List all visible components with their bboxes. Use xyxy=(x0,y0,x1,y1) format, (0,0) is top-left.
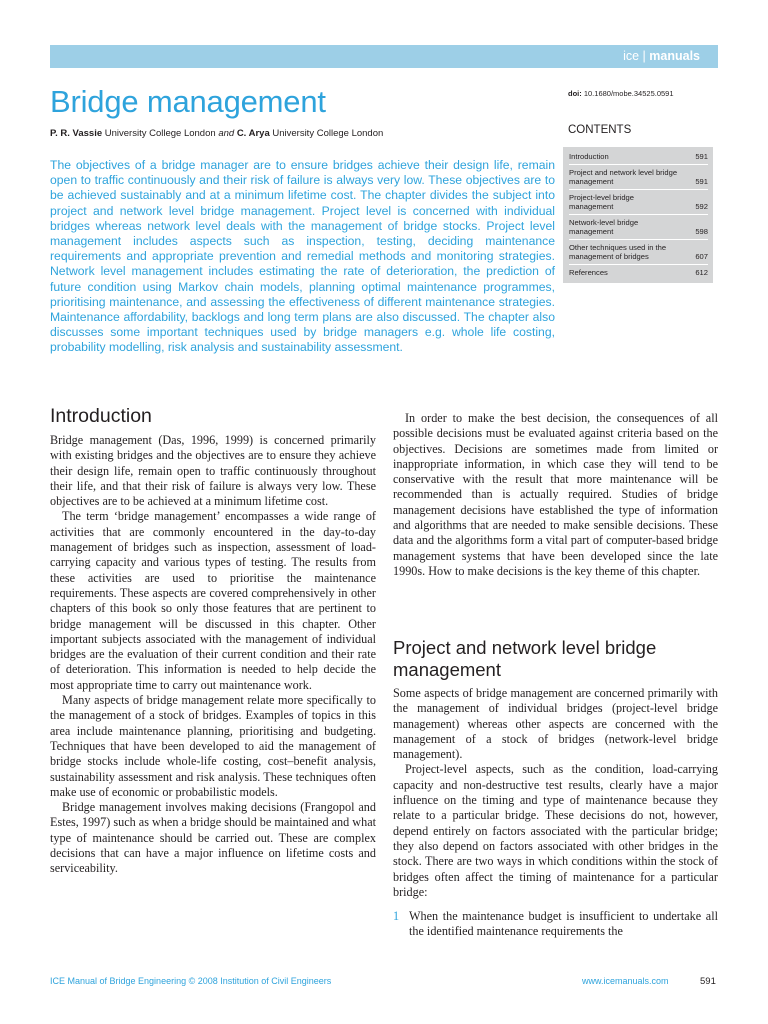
toc-page: 592 xyxy=(695,202,708,211)
list-item xyxy=(393,909,718,940)
introduction-heading: Introduction xyxy=(50,405,152,427)
toc-label: Project and network level bridge management xyxy=(569,168,678,186)
author-1: P. R. Vassie xyxy=(50,128,103,139)
doi-label: doi: xyxy=(568,89,582,98)
toc-item-references[interactable] xyxy=(569,265,708,280)
paragraph: Bridge management involves making decisions (Frangopol and Estes, 1997) such as when a bridge should be maintained and what type of maintenance should be carried out. These are complex decisions that can have a major influence on lifetime costs and serviceability. xyxy=(50,800,376,876)
authors-line xyxy=(50,128,383,139)
toc-label: Network-level bridge management xyxy=(569,218,639,236)
footer-copyright: ICE Manual of Bridge Engineering © 2008 Institution of Civil Engineers xyxy=(50,976,332,986)
affiliation-2: University College London xyxy=(272,128,384,139)
paragraph: In order to make the best decision, the consequences of all possible decisions must be evaluated against criteria based on the objectives. Decisions are sometimes made from limited or inappropriate information, in which case they will tend to be conservative with the result that more maintenance will be recommended than is actually required. Studies of bridge management decisions have established the type of information and algorithms that are needed to make sensible decisions. These data and the algorithms form a vital part of computer-based bridge management systems that have been developed since the late 1990s. How to make decisions is the key theme of this chapter. xyxy=(393,411,718,578)
doi xyxy=(568,89,674,98)
affiliation-1: University College London xyxy=(104,128,216,139)
right-column-bottom xyxy=(393,686,718,940)
author-2: C. Arya xyxy=(236,128,270,139)
project-network-heading: Project and network level bridge management xyxy=(393,637,657,680)
abstract: The objectives of a bridge manager are to ensure bridges achieve their design life, remain open to traffic continuously and their risk of failure is always very low. These objectives are to be achieved sustainably and at a minimum lifetime cost. The chapter divides the subject into project and network level bridge management. Project level is concerned with individual bridges whereas network level deals with the management of bridge stocks. Project level management includes aspects such as inspection, testing, deciding maintenance requirements and appropriate prevention and remedial methods and monitoring strategies. Network level management includes estimating the rate of deterioration, the prediction of future condition using Markov chain models, planning optimal maintenance programmes, prioritising maintenance, and assessing the effectiveness of different maintenance strategies. Maintenance affordability, backlogs and long term plans are also discussed. The chapter also discusses some important techniques used by bridge managers e.g. whole life costing, probability modelling, risk analysis and sustainability assessment. xyxy=(50,158,555,355)
page-number: 591 xyxy=(700,976,716,987)
toc-item-other-techniques[interactable] xyxy=(569,240,708,265)
ice-manuals-logo xyxy=(623,49,700,63)
footer-url[interactable]: www.icemanuals.com xyxy=(582,976,669,986)
toc-item-project-network[interactable] xyxy=(569,165,708,190)
contents-heading: CONTENTS xyxy=(568,124,632,136)
brand-manuals: manuals xyxy=(649,49,700,63)
toc-page: 591 xyxy=(695,152,708,161)
brand-separator: | xyxy=(642,49,646,63)
doi-link[interactable]: 10.1680/mobe.34525.0591 xyxy=(583,89,674,98)
toc-item-network-level[interactable] xyxy=(569,215,708,240)
toc-page: 591 xyxy=(695,177,708,186)
table-of-contents xyxy=(563,147,713,283)
toc-label: References xyxy=(569,268,608,277)
brand-ice: ice xyxy=(623,49,640,63)
left-column xyxy=(50,433,376,877)
paragraph: Bridge management (Das, 1996, 1999) is concerned primarily with existing bridges and the objectives are to ensure they achieve their design life, remain open to traffic continuously throughout their life, and that their risk of failure is always very low. These objectives are to be achieved at a minimum lifetime cost. xyxy=(50,433,376,509)
toc-label: Project-level bridge management xyxy=(569,193,634,211)
list-number: 1 xyxy=(393,909,400,924)
toc-label: Other techniques used in the management of bridges xyxy=(569,243,667,261)
toc-page: 612 xyxy=(695,268,708,277)
toc-label: Introduction xyxy=(569,152,609,161)
right-column-top xyxy=(393,411,718,579)
list-text: When the maintenance budget is insufficient to undertake all the identified maintenance requirements the xyxy=(409,909,718,939)
header-bar xyxy=(50,45,718,68)
toc-item-project-level[interactable] xyxy=(569,190,708,215)
author-conjunction: and xyxy=(218,128,235,139)
toc-page: 607 xyxy=(695,252,708,261)
paragraph: The term ‘bridge management’ encompasses a wide range of activities that are commonly encountered in the day-to-day management of bridges such as inspection, assessment of load-carrying capacity and various types of testing. The results from these activities are used to prioritise the maintenance requirements. These aspects are covered comprehensively in other chapters of this book so only those features that are pertinent to bridge management will be discussed in this chapter. Other important subjects associated with the management of individual bridges are the evaluation of their current condition and their rate of deterioration. This information is needed to help decide the most appropriate time to carry out maintenance work. xyxy=(50,509,376,692)
paragraph: Some aspects of bridge management are concerned primarily with the management of individual bridges (project-level bridge management) whereas other aspects are concerned with the management of a stock of bridges (network-level bridge management). xyxy=(393,686,718,762)
toc-item-introduction[interactable] xyxy=(569,149,708,165)
paragraph: Project-level aspects, such as the condition, load-carrying capacity and non-destructive test results, clearly have a major influence on the timing and type of maintenance because they relate to a particular bridge. These decisions do not, however, depend entirely on factors associated with the particular bridge; they also depend on factors associated with other bridges in the stock. There are two ways in which conditions within the stock of bridges often affect the timing of maintenance for a particular bridge: xyxy=(393,762,718,899)
page-title: Bridge management xyxy=(50,84,326,119)
paragraph: Many aspects of bridge management relate more specifically to the management of a stock of bridges. Examples of topics in this area include maintenance planning, prioritising and budgeting. Techniques that have been developed to aid the management of bridge stocks include whole-life costing, cost–benefit analysis, sustainability assessment and risk analysis. These techniques often make use of economic or probabilistic models. xyxy=(50,693,376,799)
toc-page: 598 xyxy=(695,227,708,236)
